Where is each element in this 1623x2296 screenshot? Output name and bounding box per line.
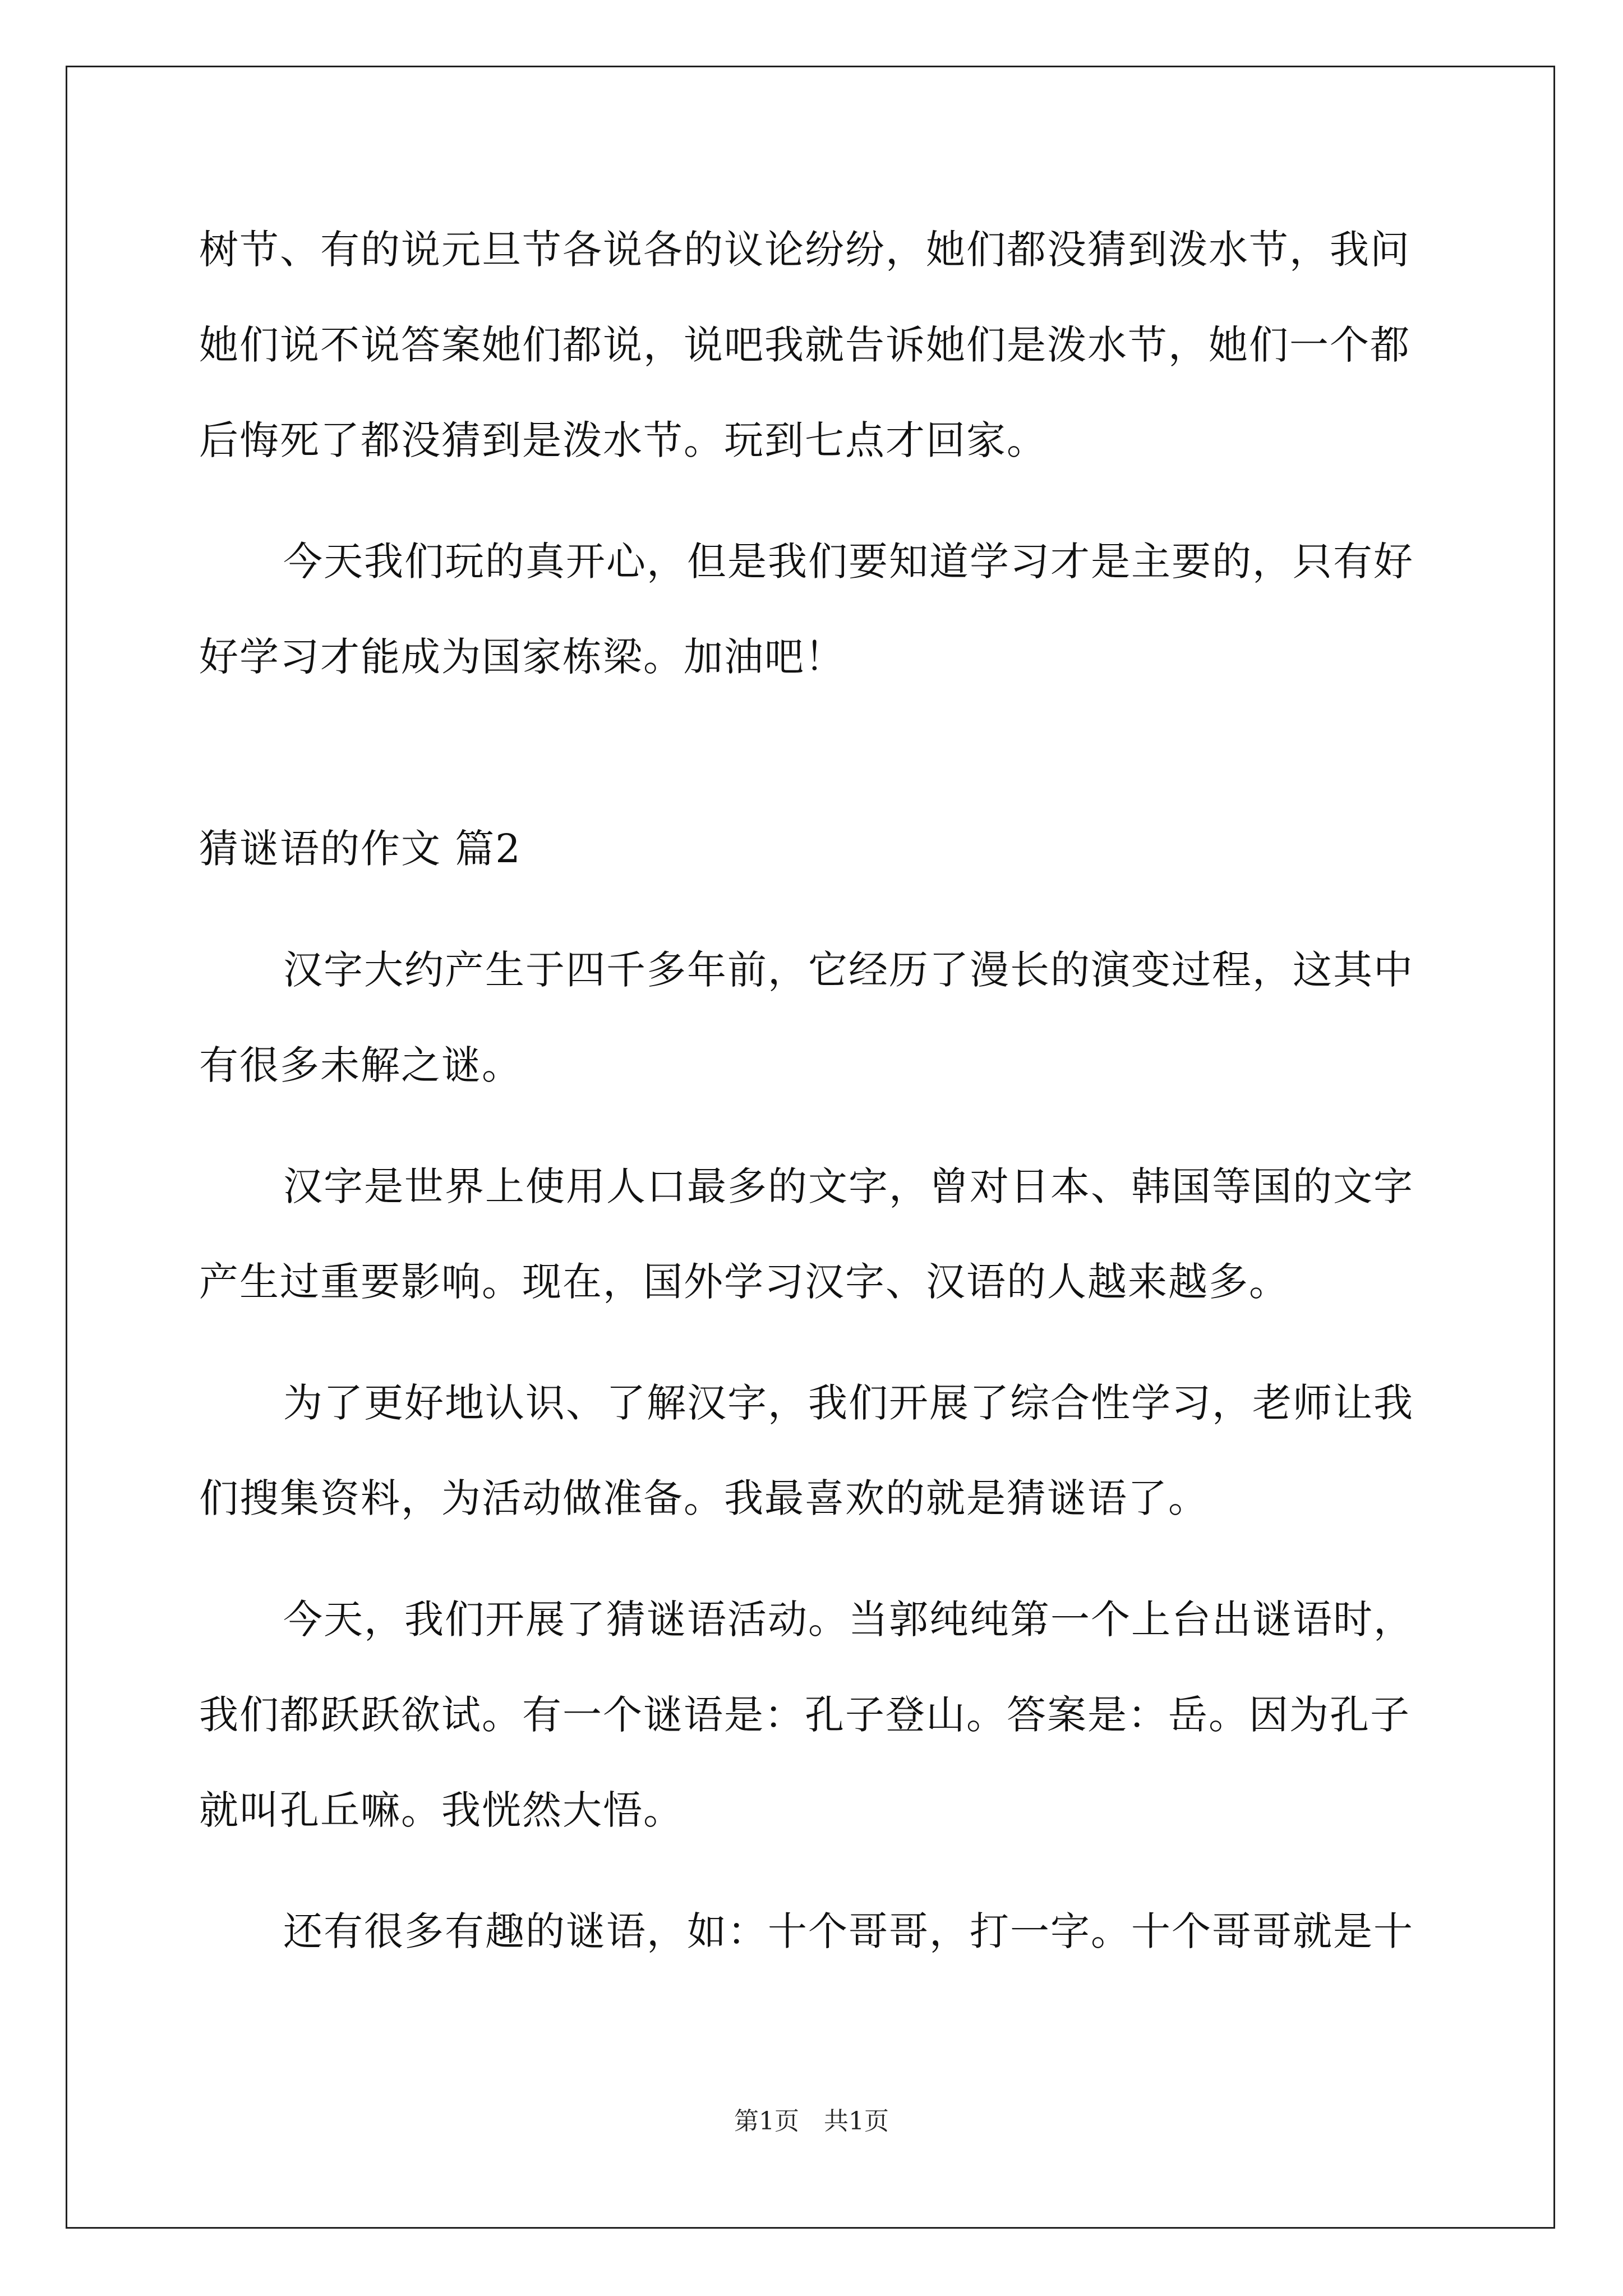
text-line: 树节、有的说元旦节各说各的议论纷纷，她们都没猜到泼水节，我问 <box>199 227 1410 273</box>
paragraph-3 <box>199 1355 1424 1546</box>
text-line: 为了更好地认识、了解汉字，我们开展了综合性学习，老师让我 <box>283 1380 1414 1426</box>
text-line: 有很多未解之谜。 <box>199 1042 522 1088</box>
text-line: 还有很多有趣的谜语，如：十个哥哥，打一字。十个哥哥就是十 <box>283 1908 1414 1954</box>
text-line: 就叫孔丘嘛。我恍然大悟。 <box>199 1787 684 1833</box>
text-line: 好学习才能成为国家栋梁。加油吧！ <box>199 634 845 680</box>
paragraph-1 <box>199 922 1424 1113</box>
paragraph-today <box>199 514 1424 705</box>
page-footer: 第1页 共1页 <box>734 2107 889 2136</box>
paragraph-2 <box>199 1139 1424 1329</box>
text-line: 今天我们玩的真开心，但是我们要知道学习才是主要的，只有好 <box>283 539 1414 585</box>
text-line: 产生过重要影响。现在，国外学习汉字、汉语的人越来越多。 <box>199 1259 1289 1305</box>
text-line: 们搜集资料，为活动做准备。我最喜欢的就是猜谜语了。 <box>199 1475 1209 1521</box>
document-body <box>199 202 1424 2005</box>
text-line: 今天，我们开展了猜谜语活动。当郭纯纯第一个上台出谜语时， <box>283 1596 1414 1642</box>
paragraph-continuation <box>199 202 1424 488</box>
text-line: 我们都跃跃欲试。有一个谜语是：孔子登山。答案是：岳。因为孔子 <box>199 1692 1410 1738</box>
text-line: 汉字是世界上使用人口最多的文字，曾对日本、韩国等国的文字 <box>283 1163 1414 1209</box>
text-line: 后悔死了都没猜到是泼水节。玩到七点才回家。 <box>199 417 1047 463</box>
text-line: 汉字大约产生于四千多年前，它经历了漫长的演变过程，这其中 <box>283 947 1414 993</box>
paragraph-5 <box>199 1884 1424 1979</box>
paragraph-4 <box>199 1572 1424 1858</box>
text-line: 她们说不说答案她们都说，说吧我就告诉她们是泼水节，她们一个都 <box>199 322 1410 368</box>
section-heading: 猜谜语的作文 篇2 <box>199 826 522 872</box>
